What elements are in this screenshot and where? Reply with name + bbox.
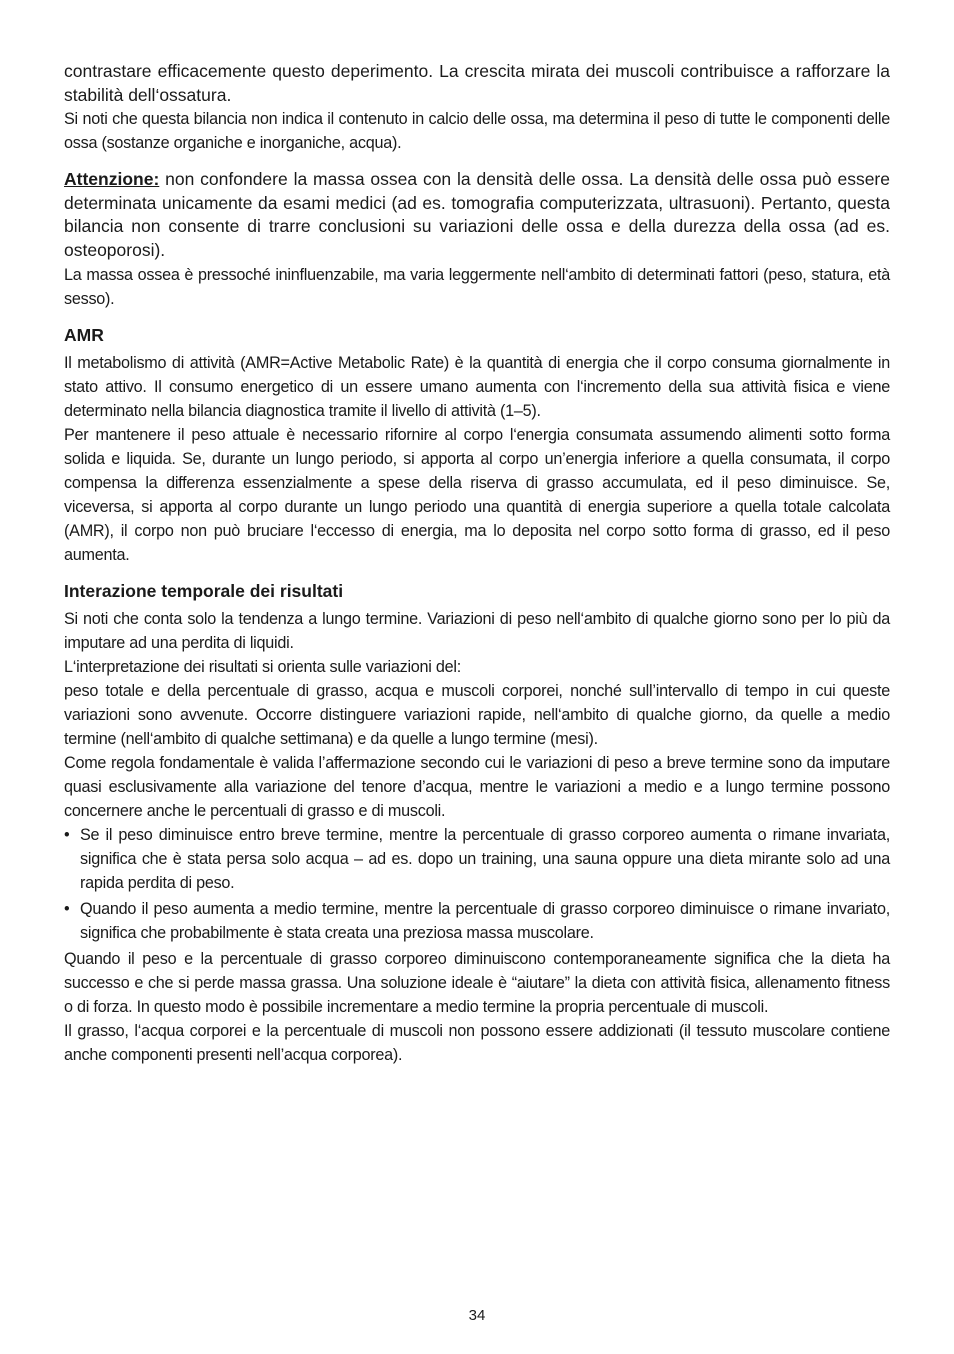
bullet-list [64,823,890,945]
attention-paragraph-2: La massa ossea è pressoché ininfluenzabile, ma varia leggermente nell‘ambito di determinati fattori (peso, statura, età sesso). [64,265,890,308]
interazione-paragraph-4: Come regola fondamentale è valida l’affermazione secondo cui le variazioni di peso a breve termine sono da imputare quasi esclusivamente alla variazione del tenore d’acqua, mentre le variazioni a medio e a lungo termine possono concernere anche le percentuali di grasso e di muscoli. [64,753,890,820]
interazione-heading: Interazione temporale dei risultati [64,580,344,601]
amr-paragraph-2: Per mantenere il peso attuale è necessario rifornire al corpo l‘energia consumata assumendo alimenti sotto forma solida e liquida. Se, durante un lungo periodo, si apporta al corpo un’energia inferiore a quella consumata, il corpo compensa la differenza essenzialmente a spese della riserva di grasso accumulata, ed il peso diminuisce. Se, viceversa, si apporta al corpo durante un lungo periodo una quantità di energia superiore a quella totale calcolata (AMR), il corpo non può bruciare l‘eccesso di energia, ma lo deposita nel corpo sotto forma di grasso, ed il peso aumenta. [64,425,890,564]
page-number: 34 [468,1307,486,1324]
list-item [64,823,890,895]
document-page [64,60,890,1067]
amr-paragraph-1: Il metabolismo di attività (AMR=Active Metabolic Rate) è la quantità di energia che il corpo consuma giornalmente in stato attivo. Il consumo energetico di un essere umano aumenta con l‘incremento della sua attività fisica e viene determinato nella bilancia diagnostica tramite il livello di attività (1–5). [64,353,890,420]
attention-label: Attenzione: [64,169,160,190]
list-item [64,897,890,945]
interazione-paragraph-3: peso totale e della percentuale di grasso, acqua e muscoli corporei, nonché sull’intervallo di tempo in cui queste variazioni sono avvenute. Occorre distinguere variazioni rapide, nell‘ambito di qualche giorno, da quelle a medio termine (nell‘ambito di qualche settimana) e da quelle a lungo termine (mesi). [64,681,890,748]
attention-text: non confondere la massa ossea con la densità delle ossa. La densità delle ossa può essere determinata unicamente da esami medici (ad es. tomografia computerizzata, ultrasuoni). Pertanto, questa bilancia non consente di trarre conclusioni su variazioni delle ossa e della durezza della ossa (ad es. osteoporosi). [64,169,890,260]
bullet-icon: • [64,899,70,918]
amr-heading: AMR [64,324,104,345]
intro-paragraph-1: contrastare efficacemente questo deperimento. La crescita mirata dei muscoli contribuisce a rafforzare la stabilità dell‘ossatura. [64,61,890,105]
interazione-paragraph-5: Quando il peso e la percentuale di grasso corporeo diminuiscono contemporaneamente significa che la dieta ha successo e che si perde massa grassa. Una soluzione ideale è “aiutare” la dieta con attività fisica, allenamento fitness o di forza. In questo modo è possibile incrementare a medio termine la propria percentuale di muscoli. [64,949,890,1016]
interazione-paragraph-2: L‘interpretazione dei risultati si orienta sulle variazioni del: [64,657,461,676]
list-item-text: Se il peso diminuisce entro breve termine, mentre la percentuale di grasso corporeo aumenta o rimane invariata, significa che è stata persa solo acqua – ad es. dopo un training, una sauna oppure una dieta mirante solo ad una rapida perdita di peso. [80,825,890,892]
intro-paragraph-2: Si noti che questa bilancia non indica il contenuto in calcio delle ossa, ma determina il peso di tutte le componenti delle ossa (sostanze organiche e inorganiche, acqua). [64,110,890,153]
interazione-paragraph-1: Si noti che conta solo la tendenza a lungo termine. Variazioni di peso nell‘ambito di qualche giorno sono per lo più da imputare ad una perdita di liquidi. [64,609,890,652]
interazione-paragraph-6: Il grasso, l‘acqua corporei e la percentuale di muscoli non possono essere addizionati (il tessuto muscolare contiene anche componenti presenti nell’acqua corporea). [64,1021,890,1064]
attention-paragraph [64,168,890,262]
bullet-icon: • [64,825,70,844]
list-item-text: Quando il peso aumenta a medio termine, mentre la percentuale di grasso corporeo diminuisce o rimane invariato, significa che probabilmente è stata creata una preziosa massa muscolare. [80,899,890,942]
